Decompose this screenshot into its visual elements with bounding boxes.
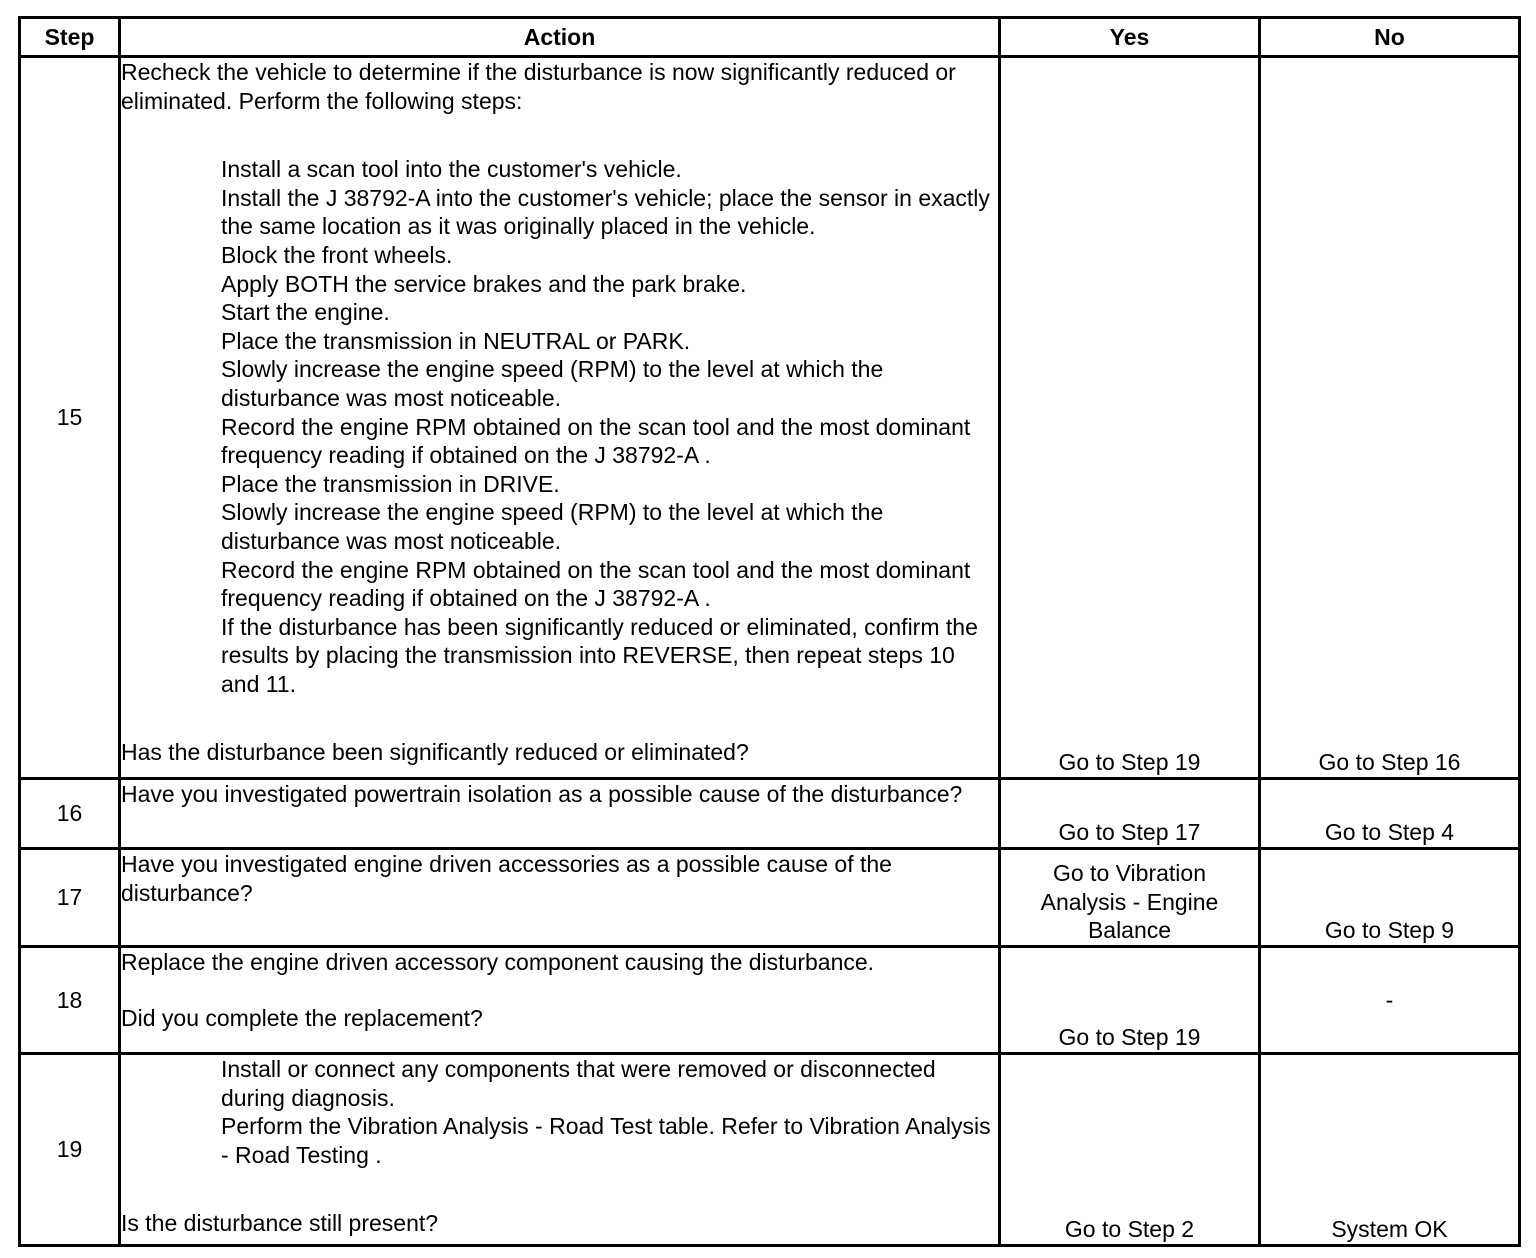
step-number: 16 <box>20 779 120 849</box>
yes-cell: Go to Vibration Analysis - Engine Balance <box>1000 849 1260 947</box>
list-item: Install the J 38792-A into the customer's vehicle; place the sensor in exactly the same location as it was originally placed in the vehicle. <box>221 184 990 240</box>
no-cell: - <box>1260 947 1520 1054</box>
list-item: Record the engine RPM obtained on the scan tool and the most dominant frequency reading if obtained on the J 38792-A . <box>221 413 971 469</box>
table-row <box>20 779 1520 849</box>
diagnostic-page <box>18 16 1518 1247</box>
action-intro: Replace the engine driven accessory component causing the disturbance. <box>121 949 875 975</box>
step-number: 18 <box>20 947 120 1054</box>
diagnostic-table <box>18 16 1521 1247</box>
list-item: Install a scan tool into the customer's vehicle. <box>221 156 682 183</box>
list-item: Slowly increase the engine speed (RPM) to the level at which the disturbance was most noticeable. <box>221 356 884 411</box>
list-item: Block the front wheels. <box>221 241 453 268</box>
action-cell <box>120 1054 1000 1246</box>
spacer <box>121 115 998 155</box>
yes-cell: Go to Step 17 <box>1000 779 1260 849</box>
list-item: Record the engine RPM obtained on the scan tool and the most dominant frequency reading if obtained on the J 38792-A . <box>221 556 971 612</box>
table-row <box>20 57 1520 779</box>
list-item: Apply BOTH the service brakes and the park brake. <box>221 270 747 297</box>
yes-cell: Go to Step 19 <box>1000 57 1260 779</box>
action-question: Is the disturbance still present? <box>121 1210 439 1237</box>
spacer <box>121 698 998 738</box>
no-cell: Go to Step 9 <box>1260 849 1520 947</box>
action-cell <box>120 849 1000 947</box>
table-row <box>20 1054 1520 1246</box>
table-row <box>20 947 1520 1054</box>
action-intro: Recheck the vehicle to determine if the disturbance is now significantly reduced or eliminated. Perform the following steps: <box>121 59 956 114</box>
action-cell <box>120 947 1000 1054</box>
spacer <box>121 1169 998 1209</box>
header-yes: Yes <box>1000 18 1260 57</box>
action-question: Has the disturbance been significantly reduced or eliminated? <box>121 739 749 766</box>
action-cell <box>120 779 1000 849</box>
action-intro: Have you investigated powertrain isolation as a possible cause of the disturbance? <box>121 781 963 807</box>
list-item: Start the engine. <box>221 299 390 326</box>
yes-cell: Go to Step 2 <box>1000 1054 1260 1246</box>
action-cell <box>120 57 1000 779</box>
step-number: 15 <box>20 57 120 779</box>
step-number: 19 <box>20 1054 120 1246</box>
no-cell: System OK <box>1260 1054 1520 1246</box>
no-cell: Go to Step 4 <box>1260 779 1520 849</box>
substep-list <box>121 155 998 698</box>
header-action: Action <box>120 18 1000 57</box>
table-row <box>20 849 1520 947</box>
list-item: Place the transmission in DRIVE. <box>221 470 560 497</box>
header-step: Step <box>20 18 120 57</box>
spacer <box>121 977 998 1004</box>
action-intro: Have you investigated engine driven accessories as a possible cause of the disturbance? <box>121 851 892 906</box>
substep-list <box>121 1055 998 1169</box>
list-item: Slowly increase the engine speed (RPM) to the level at which the disturbance was most noticeable. <box>221 499 884 554</box>
list-item: If the disturbance has been significantly reduced or eliminated, confirm the results by placing the transmission into REVERSE, then repeat steps 10 and 11. <box>221 613 978 697</box>
yes-cell: Go to Step 19 <box>1000 947 1260 1054</box>
list-item: Place the transmission in NEUTRAL or PARK. <box>221 327 691 354</box>
header-no: No <box>1260 18 1520 57</box>
table-header-row <box>20 18 1520 57</box>
no-cell: Go to Step 16 <box>1260 57 1520 779</box>
action-question: Did you complete the replacement? <box>121 1004 483 1031</box>
list-item: Install or connect any components that were removed or disconnected during diagnosis. <box>221 1056 936 1111</box>
list-item: Perform the Vibration Analysis - Road Test table. Refer to Vibration Analysis - Road Testing . <box>221 1113 991 1168</box>
step-number: 17 <box>20 849 120 947</box>
